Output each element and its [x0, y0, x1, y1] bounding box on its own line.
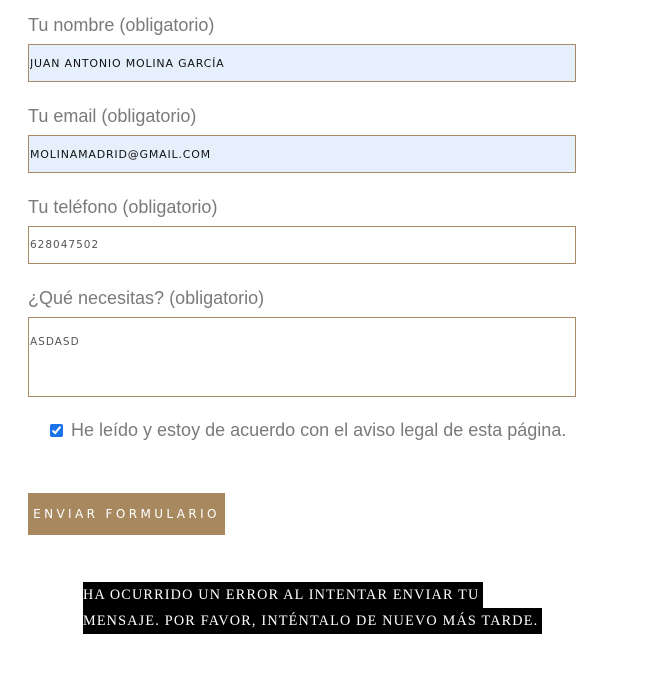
- email-label: Tu email (obligatorio): [28, 106, 197, 126]
- consent-row: [50, 418, 566, 442]
- error-line-2: MENSAJE. POR FAVOR, INTÉNTALO DE NUEVO MÁS TARDE.: [83, 608, 542, 634]
- consent-label: He leído y estoy de acuerdo con el aviso legal de esta página.: [71, 419, 567, 440]
- message-textarea[interactable]: [28, 317, 576, 397]
- phone-label: Tu teléfono (obligatorio): [28, 197, 218, 217]
- submit-button[interactable]: ENVIAR FORMULARIO: [28, 493, 225, 535]
- consent-checkbox[interactable]: [50, 424, 63, 437]
- phone-input[interactable]: [28, 226, 576, 264]
- error-message: [83, 582, 543, 634]
- name-label: Tu nombre (obligatorio): [28, 15, 215, 35]
- message-label: ¿Qué necesitas? (obligatorio): [28, 288, 265, 308]
- name-input[interactable]: [28, 44, 576, 82]
- email-input[interactable]: [28, 135, 576, 173]
- error-line-1: HA OCURRIDO UN ERROR AL INTENTAR ENVIAR TU: [83, 582, 483, 608]
